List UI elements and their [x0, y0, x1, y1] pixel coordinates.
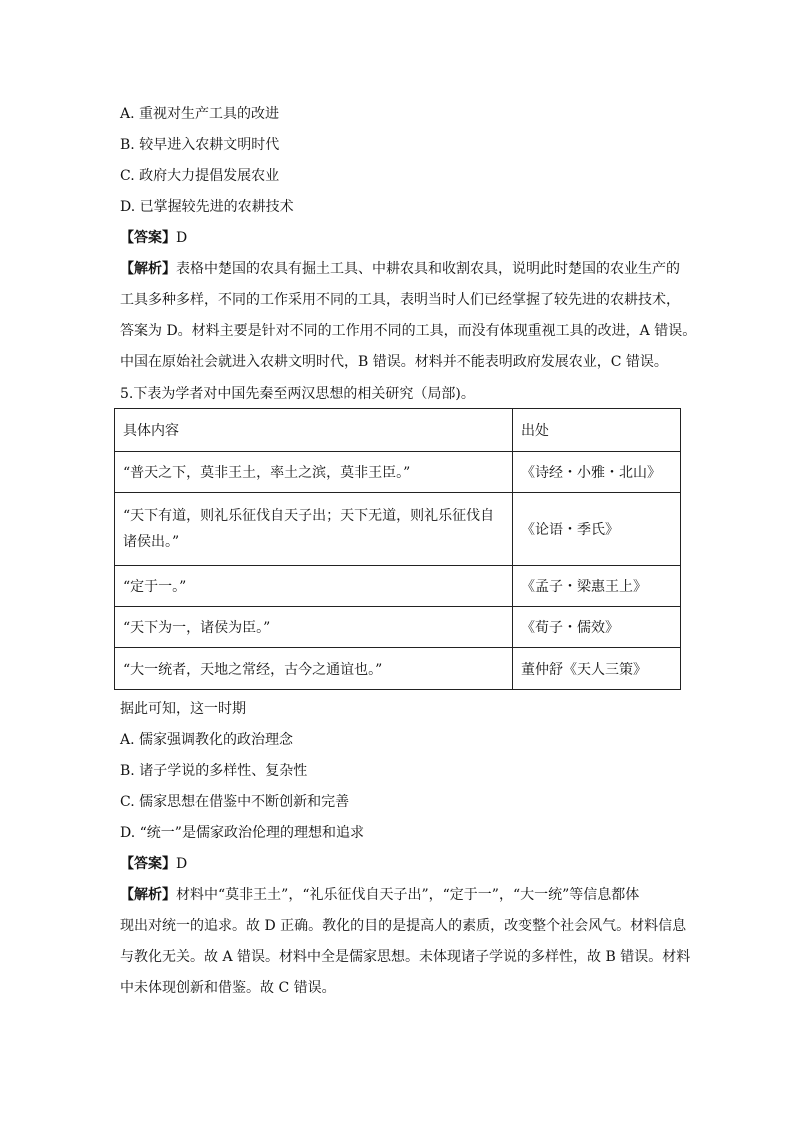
analysis-line: 【解析】材料中“莫非王土”，“礼乐征伐自天子出”，“定于一”，“大一统”等信息都体 — [120, 887, 640, 903]
table-row — [115, 452, 681, 493]
table-cell-source: 《孟子・梁惠王上》 — [513, 566, 681, 607]
table-cell-source: 《论语・季氏》 — [513, 493, 681, 566]
table-cell-content: “天下有道，则礼乐征伐自天子出；天下无道，则礼乐征伐自诸侯出。” — [115, 493, 513, 566]
q5-option-d: D. “统一”是儒家政治伦理的理想和追求 — [120, 825, 364, 841]
table-cell-content: “普天之下，莫非王土，率土之滨，莫非王臣。” — [115, 452, 513, 493]
source-table — [114, 408, 681, 690]
table-cell-source: 《诗经・小雅・北山》 — [513, 452, 681, 493]
table-row — [115, 493, 681, 566]
q4-option-a: A. 重视对生产工具的改进 — [120, 106, 280, 122]
q4-option-d: D. 已掌握较先进的农耕技术 — [120, 199, 294, 215]
q4-option-b: B. 较早进入农耕文明时代 — [120, 137, 280, 153]
table-row — [115, 648, 681, 690]
analysis-line: 现出对统一的追求。故 D 正确。教化的目的是提高人的素质，改变整个社会风气。材料信息 — [120, 918, 687, 934]
column-header-source: 出处 — [513, 409, 681, 452]
analysis-line: 工具多种多样，不同的工作采用不同的工具，表明当时人们已经掌握了较先进的农耕技术， — [120, 292, 680, 308]
table-cell-content: “天下为一，诸侯为臣。” — [115, 607, 513, 648]
answer-value: D — [176, 856, 188, 872]
table-cell-content: “定于一。” — [115, 566, 513, 607]
analysis-line: 答案为 D。材料主要是针对不同的工作用不同的工具，而没有体现重视工具的改进，A 错误。 — [120, 323, 697, 339]
column-header-content: 具体内容 — [115, 409, 513, 452]
q5-stem: 5.下表为学者对中国先秦至两汉思想的相关研究（局部)。 — [120, 386, 475, 402]
analysis-line: 与教化无关。故 A 错误。材料中全是儒家思想。未体现诸子学说的多样性，故 B 错误。材料 — [120, 949, 691, 965]
answer-value: D — [176, 230, 188, 246]
analysis-tag: 【解析】 — [120, 887, 176, 903]
q5-answer — [120, 854, 187, 874]
table-cell-content: “大一统者，天地之常经，古今之通谊也。” — [115, 648, 513, 690]
q5-prompt: 据此可知，这一时期 — [120, 701, 246, 717]
analysis-line: 中未体现创新和借鉴。故 C 错误。 — [120, 980, 336, 996]
analysis-line: 中国在原始社会就进入农耕文明时代，B 错误。材料并不能表明政府发展农业，C 错误。 — [120, 354, 668, 370]
q5-option-c: C. 儒家思想在借鉴中不断创新和完善 — [120, 794, 350, 810]
answer-tag: 【答案】 — [120, 230, 176, 246]
analysis-tag: 【解析】 — [120, 261, 176, 277]
table-row — [115, 607, 681, 648]
table-cell-source: 董仲舒《天人三策》 — [513, 648, 681, 690]
q5-option-a: A. 儒家强调教化的政治理念 — [120, 732, 294, 748]
table-row — [115, 566, 681, 607]
analysis-line: 【解析】表格中楚国的农具有掘土工具、中耕农具和收割农具，说明此时楚国的农业生产的 — [120, 261, 680, 277]
table-cell-source: 《荀子・儒效》 — [513, 607, 681, 648]
q4-analysis — [120, 259, 697, 383]
q4-option-c: C. 政府大力提倡发展农业 — [120, 168, 280, 184]
q5-option-b: B. 诸子学说的多样性、复杂性 — [120, 763, 308, 779]
answer-tag: 【答案】 — [120, 856, 176, 872]
q5-analysis — [120, 885, 691, 1009]
q4-answer — [120, 228, 187, 248]
table-header-row — [115, 409, 681, 452]
